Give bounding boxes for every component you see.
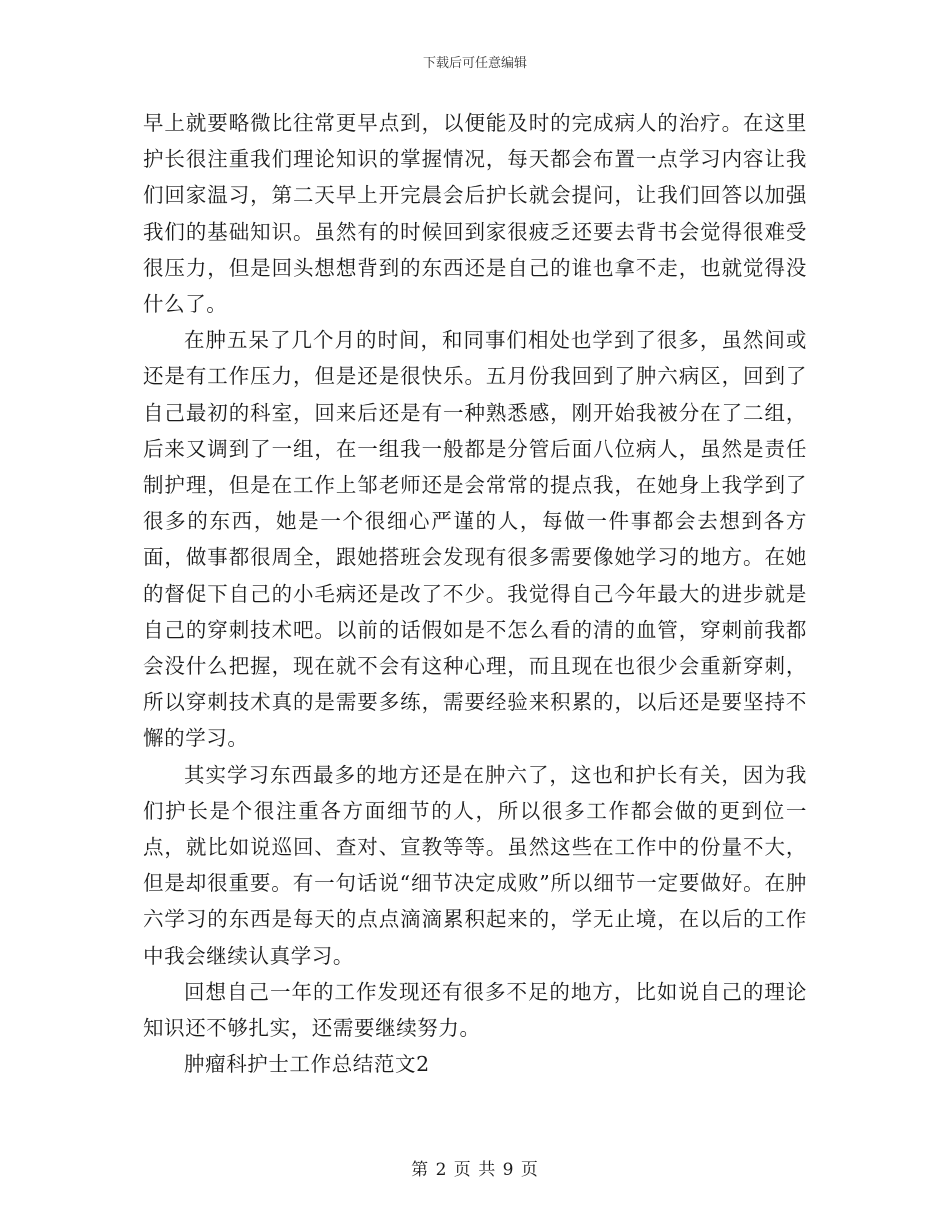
- section-title: 肿瘤科护士工作总结范文2: [184, 1052, 430, 1077]
- page-footer: [0, 1155, 950, 1180]
- total-page-count: 9: [502, 1160, 515, 1180]
- current-page-number: 2: [435, 1160, 448, 1180]
- page-header: 下载后可任意编辑: [422, 56, 527, 71]
- paragraph-4: 回想自己一年的工作发现还有很多不足的地方，比如说自己的理论知识还不够扎实，还需要继续努力。: [143, 979, 807, 1041]
- paragraph-3: 其实学习东西最多的地方还是在肿六了，这也和护长有关，因为我们护长是个很注重各方面细节的人，所以很多工作都会做的更到位一点，就比如说巡回、查对、宣教等等。虽然这些在工作中的份量不大，但是却很重要。有一句话说“细节决定成败”所以细节一定要做好。在肿六学习的东西是每天的点点滴滴累积起来的，学无止境，在以后的工作中我会继续认真学习。: [143, 762, 807, 968]
- paragraph-2: 在肿五呆了几个月的时间，和同事们相处也学到了很多，虽然间或还是有工作压力，但是还是很快乐。五月份我回到了肿六病区，回到了自己最初的科室，回来后还是有一种熟悉感，刚开始我被分在了二组，后来又调到了一组，在一组我一般都是分管后面八位病人，虽然是责任制护理，但是在工作上邹老师还是会常常的提点我，在她身上我学到了很多的东西，她是一个很细心严谨的人，每做一件事都会去想到各方面，做事都很周全，跟她搭班会发现有很多需要像她学习的地方。在她的督促下自己的小毛病还是改了不少。我觉得自己今年最大的进步就是自己的穿刺技术吧。以前的话假如是不怎么看的清的血管，穿刺前我都会没什么把握，现在就不会有这种心理，而且现在也很少会重新穿刺，所以穿刺技术真的是需要多练，需要经验来积累的，以后还是要坚持不懈的学习。: [143, 328, 807, 751]
- footer-prefix: 第: [411, 1160, 430, 1180]
- document-body: [143, 105, 807, 1082]
- footer-suffix: 页: [520, 1160, 539, 1180]
- paragraph-1: 早上就要略微比往常更早点到，以便能及时的完成病人的治疗。在这里护长很注重我们理论知识的掌握情况，每天都会布置一点学习内容让我们回家温习，第二天早上开完晨会后护长就会提问，让我们回答以加强我们的基础知识。虽然有的时候回到家很疲乏还要去背书会觉得很难受很压力，但是回头想想背到的东西还是自己的谁也拿不走，也就觉得没什么了。: [143, 111, 807, 317]
- footer-middle: 页 共: [453, 1160, 497, 1180]
